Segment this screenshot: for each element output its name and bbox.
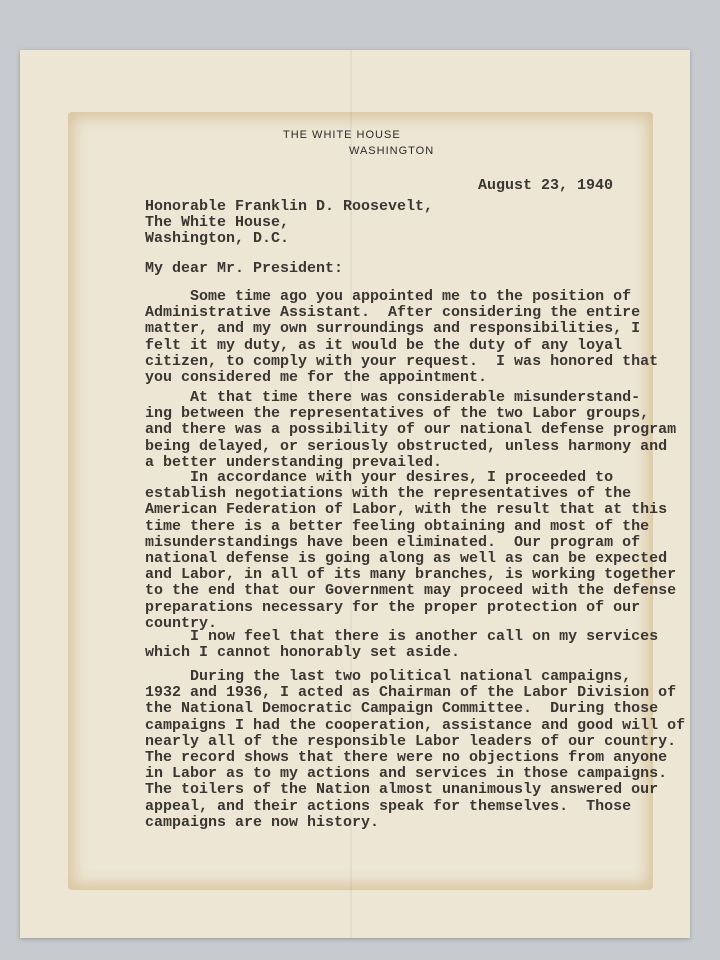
- address-line: The White House,: [145, 214, 290, 232]
- paragraph-3-line: American Federation of Labor, with the result that at this: [145, 501, 668, 519]
- letterhead-city: WASHINGTON: [349, 145, 435, 157]
- paragraph-3-line: In accordance with your desires, I proceeded to: [145, 469, 614, 486]
- paragraph-3-line: and Labor, in all of its many branches, is working together: [145, 566, 677, 584]
- paragraph-2-line: being delayed, or seriously obstructed, unless harmony and: [145, 437, 668, 455]
- paragraph-1-line: you considered me for the appointment.: [145, 369, 488, 386]
- paragraph-3-line: time there is a better feeling obtaining and most of the: [145, 517, 650, 535]
- paragraph-4-line: which I cannot honorably set aside.: [145, 644, 461, 662]
- paragraph-4-line: I now feel that there is another call on my services: [145, 628, 659, 645]
- paragraph-3-line: country.: [145, 614, 218, 632]
- letterhead-title: THE WHITE HOUSE: [283, 129, 401, 141]
- paragraph-1-line: citizen, to comply with your request. I was honored that: [145, 352, 659, 370]
- address-line: Honorable Franklin D. Roosevelt,: [145, 198, 434, 215]
- paragraph-3-line: preparations necessary for the proper protection of our: [145, 598, 641, 616]
- paragraph-3-line: to the end that our Government may proceed with the defense: [145, 582, 677, 600]
- paragraph-1-line: Some time ago you appointed me to the position of: [145, 288, 632, 305]
- letter-date: August 23, 1940: [478, 177, 614, 194]
- paragraph-2-line: At that time there was considerable misunderstand-: [145, 389, 641, 406]
- paragraph-5-line: the National Democratic Campaign Committee. During those: [145, 700, 659, 718]
- paragraph-5-line: The toilers of the Nation almost unanimously answered our: [145, 781, 659, 799]
- paragraph-2-line: ing between the representatives of the two Labor groups,: [145, 405, 650, 423]
- paragraph-1-line: matter, and my own surroundings and responsibilities, I: [145, 320, 641, 338]
- paragraph-5-line: in Labor as to my actions and services in those campaigns.: [145, 765, 668, 783]
- address-line: Washington, D.C.: [145, 230, 290, 248]
- paragraph-5-line: 1932 and 1936, I acted as Chairman of the Labor Division of: [145, 684, 677, 702]
- paragraph-2-line: and there was a possibility of our national defense program: [145, 421, 677, 439]
- paragraph-5-line: During the last two political national campaigns,: [145, 668, 632, 685]
- paragraph-5-line: campaigns are now history.: [145, 813, 380, 831]
- paragraph-5-line: nearly all of the responsible Labor leaders of our country.: [145, 732, 677, 750]
- paragraph-5-line: The record shows that there were no objections from anyone: [145, 749, 668, 766]
- paragraph-5-line: campaigns I had the cooperation, assistance and good will of: [145, 716, 686, 734]
- paragraph-1-line: Administrative Assistant. After considering the entire: [145, 304, 641, 322]
- paragraph-1-line: felt it my duty, as it would be the duty of any loyal: [145, 336, 623, 354]
- paragraph-3-line: misunderstandings have been eliminated. Our program of: [145, 533, 641, 551]
- paragraph-3-line: national defense is going along as well as can be expected: [145, 550, 668, 567]
- paragraph-3-line: establish negotiations with the representatives of the: [145, 485, 632, 503]
- paragraph-5-line: appeal, and their actions speak for themselves. Those: [145, 797, 632, 815]
- paragraph-2-line: a better understanding prevailed.: [145, 453, 443, 471]
- salutation: My dear Mr. President:: [145, 260, 344, 277]
